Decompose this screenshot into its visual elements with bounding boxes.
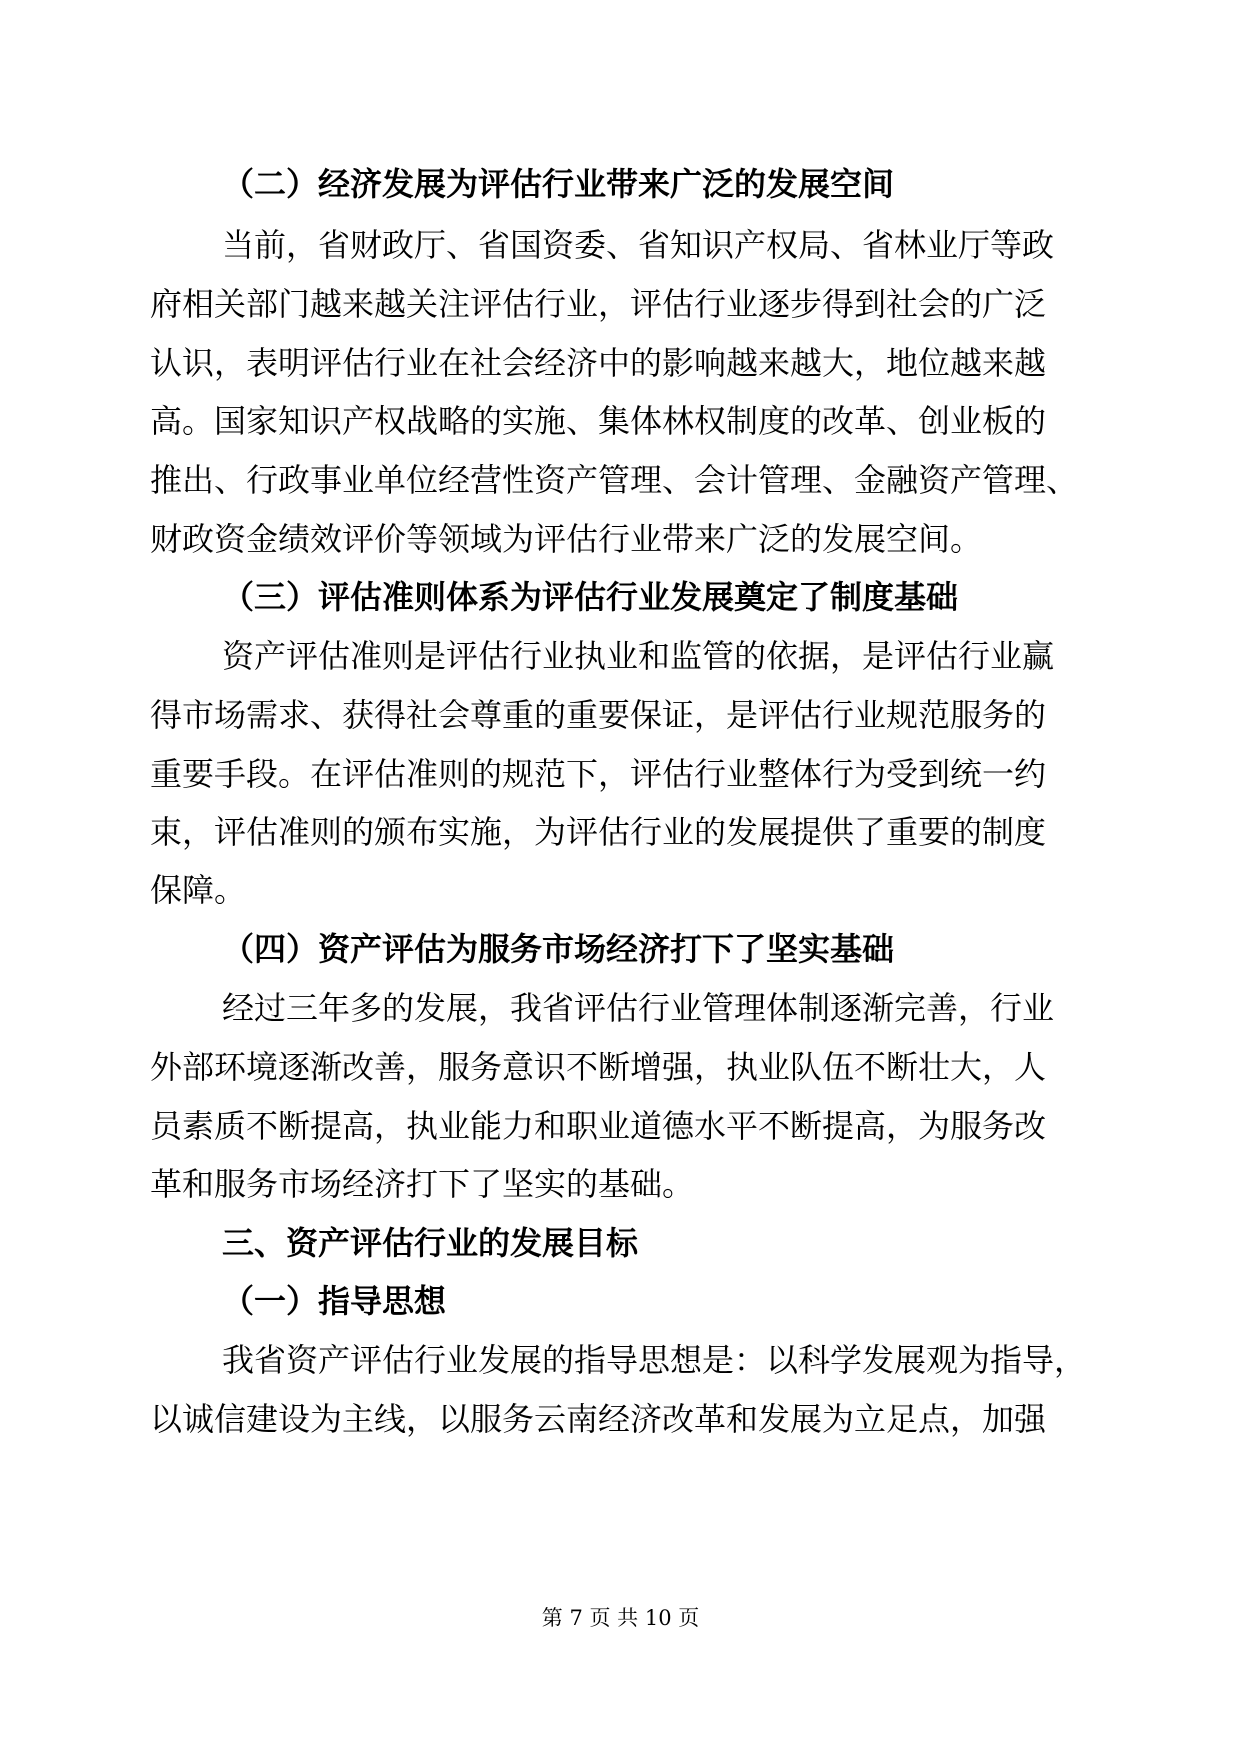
paragraph-line: 经过三年多的发展，我省评估行业管理体制逐渐完善，行业 (222, 989, 1055, 1027)
paragraph-line: 外部环境逐渐改善，服务意识不断增强，执业队伍不断壮大，人 (150, 1048, 1047, 1086)
paragraph-line: 我省资产评估行业发展的指导思想是：以科学发展观为指导， (222, 1341, 1087, 1379)
paragraph-line: 资产评估准则是评估行业执业和监管的依据，是评估行业赢 (222, 637, 1055, 675)
paragraph-line: 府相关部门越来越关注评估行业，评估行业逐步得到社会的广泛 (150, 285, 1047, 323)
paragraph-line: 束，评估准则的颁布实施，为评估行业的发展提供了重要的制度 (150, 813, 1047, 851)
paragraph-line: 保障。 (150, 871, 247, 909)
section-heading: （四）资产评估为服务市场经济打下了坚实基础 (222, 930, 895, 968)
paragraph-line: 当前，省财政厅、省国资委、省知识产权局、省林业厅等政 (222, 226, 1055, 264)
paragraph-line: 重要手段。在评估准则的规范下，评估行业整体行为受到统一约 (150, 755, 1047, 793)
section-heading: （三）评估准则体系为评估行业发展奠定了制度基础 (222, 578, 959, 616)
paragraph-line: 员素质不断提高，执业能力和职业道德水平不断提高，为服务改 (150, 1107, 1047, 1145)
paragraph-line: 革和服务市场经济打下了坚实的基础。 (150, 1165, 695, 1203)
page-number-footer: 第 7 页 共 10 页 (541, 1606, 700, 1630)
paragraph-line: 推出、行政事业单位经营性资产管理、会计管理、金融资产管理、 (150, 461, 1079, 499)
section-heading: （二）经济发展为评估行业带来广泛的发展空间 (222, 165, 895, 203)
chapter-heading: 三、资产评估行业的发展目标 (222, 1224, 639, 1262)
paragraph-line: 高。国家知识产权战略的实施、集体林权制度的改革、创业板的 (150, 402, 1047, 440)
section-heading: （一）指导思想 (222, 1282, 447, 1320)
paragraph-line: 以诚信建设为主线，以服务云南经济改革和发展为立足点，加强 (150, 1400, 1047, 1438)
paragraph-line: 得市场需求、获得社会尊重的重要保证，是评估行业规范服务的 (150, 696, 1047, 734)
paragraph-line: 认识，表明评估行业在社会经济中的影响越来越大，地位越来越 (150, 344, 1047, 382)
paragraph-line: 财政资金绩效评价等领域为评估行业带来广泛的发展空间。 (150, 520, 983, 558)
